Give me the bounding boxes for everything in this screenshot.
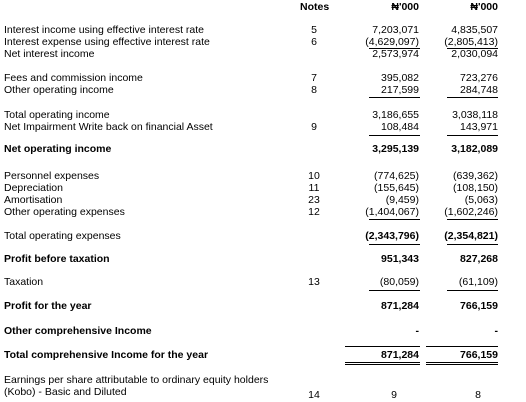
row-note: 8 [311,84,317,96]
row-label: Total operating expenses [4,230,121,242]
row-note: 6 [311,36,317,48]
row-note: 11 [308,182,320,194]
table-row [0,386,526,399]
row-value-prior: (1,602,246) [444,206,498,218]
row-value-prior: 723,276 [460,72,498,84]
row-label: Amortisation [4,194,63,206]
subtotal-rule [369,97,420,98]
subtotal-rule [447,290,498,291]
row-note: 13 [308,276,320,288]
table-row [0,84,526,97]
row-label: (Kobo) - Basic and Diluted [4,386,127,398]
row-label: Earnings per share attributable to ordinary equity holders [4,374,269,386]
subtotal-rule [447,135,498,136]
row-value-current: (9,459) [385,194,419,206]
row-label: Other operating income [4,84,114,96]
subtotal-rule [369,219,420,220]
row-value-prior: (639,362) [453,170,498,182]
column-header-row [0,1,526,14]
row-value-prior: 284,748 [460,84,498,96]
row-value-current: - [415,325,419,337]
row-label: Net Impairment Write back on financial Asset [4,121,213,133]
double-underline-top [426,362,498,363]
table-row [0,121,526,134]
row-label: Personnel expenses [4,170,100,182]
row-note: 7 [311,72,317,84]
row-value-current: (774,625) [374,170,419,182]
row-value-prior: 143,971 [460,121,498,133]
row-value-prior: 2,030,094 [451,48,498,60]
prior-year-header: ₦'000 [470,1,498,13]
row-value-prior: 766,159 [460,349,498,361]
row-value-current: 395,082 [381,72,419,84]
row-value-current: (155,645) [374,182,419,194]
row-value-prior: (108,150) [453,182,498,194]
row-value-current: (1,404,067) [365,206,419,218]
row-value-current: 217,599 [381,84,419,96]
row-value-current: 7,203,071 [372,24,419,36]
row-value-prior: 8 [475,389,481,401]
subtotal-rule [369,135,420,136]
table-row [0,325,526,338]
row-label: Net interest income [4,48,95,60]
double-underline-bottom [345,364,420,365]
total-rule [426,346,498,347]
row-label: Depreciation [4,182,63,194]
row-note: 23 [308,194,320,206]
row-note: 12 [308,206,320,218]
row-note: 9 [311,121,317,133]
table-row [0,143,526,156]
subtotal-rule [447,97,498,98]
current-year-header: ₦'000 [391,1,419,13]
row-value-current: 9 [391,389,397,401]
row-label: Net operating income [4,143,112,155]
row-label: Other comprehensive Income [4,325,152,337]
row-value-current: 108,484 [381,121,419,133]
row-note: 14 [308,389,320,401]
double-underline-bottom [426,364,498,365]
row-value-prior: 766,159 [460,300,498,312]
row-note: 10 [308,170,320,182]
row-value-prior: - [494,325,498,337]
row-value-current: 2,573,974 [372,48,419,60]
row-value-current: 871,284 [381,349,419,361]
row-label: Taxation [4,276,44,288]
table-row [0,276,526,289]
row-value-current: 951,343 [381,253,419,265]
row-label: Other operating expenses [4,206,125,218]
row-value-prior: 3,182,089 [451,143,498,155]
table-row [0,300,526,313]
row-value-current: (80,059) [379,276,419,288]
row-value-prior: (5,063) [464,194,498,206]
row-value-prior: (2,354,821) [444,230,498,242]
total-rule [345,346,420,347]
row-label: Profit for the year [4,300,92,312]
row-value-prior: 3,038,118 [452,109,498,121]
row-label: Interest income using effective interest rate [4,24,204,36]
subtotal-rule [447,219,498,220]
subtotal-rule [369,244,420,245]
table-row [0,48,526,61]
table-row [0,206,526,219]
row-label: Interest expense using effective interest rate [4,36,210,48]
row-value-current: 3,295,139 [372,143,419,155]
row-label: Total operating income [4,109,110,121]
row-value-current: (2,343,796) [365,230,419,242]
row-value-current: 871,284 [381,300,419,312]
row-value-prior: 4,835,507 [451,24,498,36]
table-row [0,230,526,243]
row-value-current: (4,629,097) [365,36,419,48]
row-label: Total comprehensive Income for the year [4,349,209,361]
row-value-prior: 827,268 [460,253,498,265]
row-label: Profit before taxation [4,253,110,265]
double-underline-top [345,362,420,363]
row-note: 5 [311,24,317,36]
notes-header: Notes [300,1,330,13]
row-value-prior: (2,805,413) [444,36,498,48]
row-value-current: 3,186,655 [372,109,419,121]
table-row [0,349,526,362]
subtotal-rule [447,244,498,245]
row-label: Fees and commission income [4,72,143,84]
row-value-prior: (61,109) [458,276,498,288]
subtotal-rule [369,290,420,291]
table-row [0,253,526,266]
